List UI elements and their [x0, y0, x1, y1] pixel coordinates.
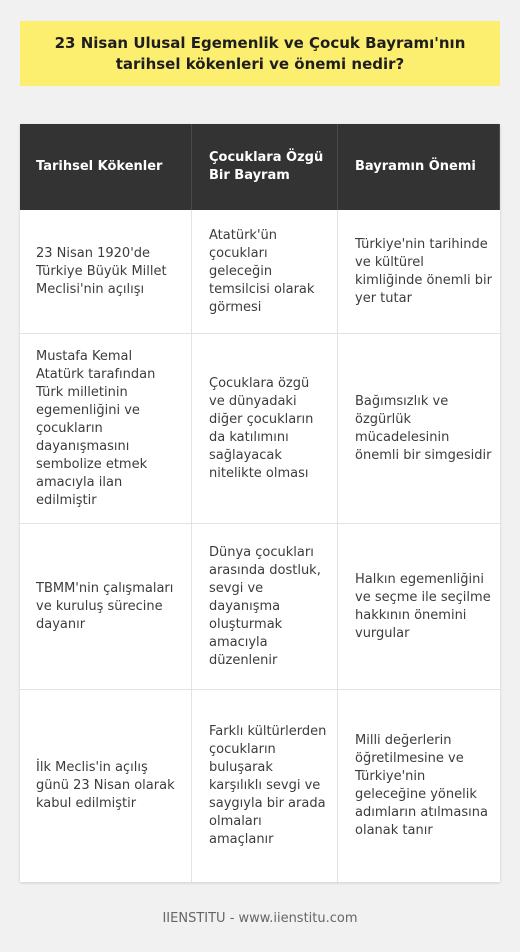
table-cell: TBMM'nin çalışmaları ve kuruluş sürecine dayanır — [20, 524, 192, 689]
table-row — [20, 334, 500, 524]
info-table — [20, 124, 500, 882]
table-cell: 23 Nisan 1920'de Türkiye Büyük Millet Meclisi'nin açılışı — [20, 210, 192, 333]
footer-credit: IIENSTITU - www.iienstitu.com — [162, 911, 358, 926]
table-cell: Farklı kültürlerden çocukların buluşarak karşılıklı sevgi ve saygıyla bir arada olmaları amaçlanır — [192, 690, 338, 882]
table-cell: Dünya çocukları arasında dostluk, sevgi ve dayanışma oluşturmak amacıyla düzenlenir — [192, 524, 338, 689]
header-cell-origins: Tarihsel Kökenler — [20, 124, 192, 210]
header-cell-importance: Bayramın Önemi — [338, 124, 500, 210]
table-cell: Atatürk'ün çocukları geleceğin temsilcisi olarak görmesi — [192, 210, 338, 333]
table-cell: Milli değerlerin öğretilmesine ve Türkiye'nin geleceğine yönelik adımların atılmasına olanak tanır — [355, 733, 488, 838]
title-banner — [20, 21, 500, 86]
table-cell: İlk Meclis'in açılış günü 23 Nisan olarak kabul edilmiştir — [20, 690, 192, 882]
table-row — [20, 524, 500, 690]
table-cell: Halkın egemenliğini ve seçme ile seçilme hakkının önemini vurgular — [355, 571, 491, 641]
table-cell: Bağımsızlık ve özgürlük mücadelesinin önemli bir simgesidir — [355, 393, 492, 463]
table-cell: Çocuklara özgü ve dünyadaki diğer çocukların da katılımını sağlayacak nitelikte olması — [192, 334, 338, 523]
table-cell: Türkiye'nin tarihinde ve kültürel kimliğinde önemli bir yer tutar — [355, 236, 492, 306]
table-row — [20, 690, 500, 882]
page-title: 23 Nisan Ulusal Egemenlik ve Çocuk Bayramı'nın tarihsel kökenleri ve önemi nedir? — [54, 33, 466, 73]
header-cell-children: Çocuklara Özgü Bir Bayram — [192, 124, 338, 210]
table-cell: Mustafa Kemal Atatürk tarafından Türk milletinin egemenliğini ve çocukların dayanışmasını sembolize etmek amacıyla ilan edilmiştir — [20, 334, 192, 523]
table-row — [20, 210, 500, 334]
table-header-row — [20, 124, 500, 210]
